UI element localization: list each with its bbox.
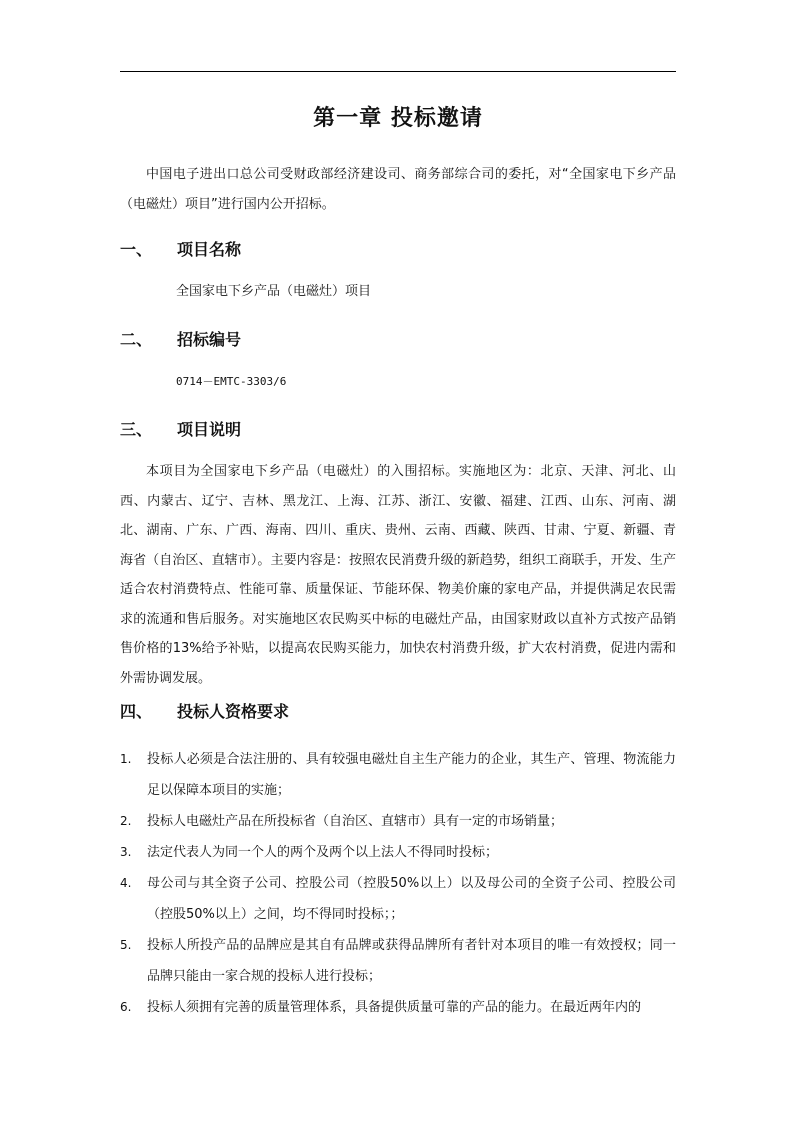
item-number: 1. bbox=[120, 752, 132, 766]
item-text: 母公司与其全资子公司、控股公司（控股50%以上）以及母公司的全资子公司、控股公司（控股50%以上）之间，均不得同时投标；； bbox=[147, 876, 676, 922]
requirements-list bbox=[120, 744, 676, 1023]
item-number: 5. bbox=[120, 938, 132, 952]
item-number: 4. bbox=[120, 876, 132, 890]
section-title: 招标编号 bbox=[177, 330, 242, 349]
section-4-heading bbox=[120, 700, 676, 724]
tender-number: 0714－EMTC-3303/6 bbox=[176, 375, 287, 388]
section-number: 二、 bbox=[120, 330, 153, 349]
item-text: 投标人所投产品的品牌应是其自有品牌或获得品牌所有者针对本项目的唯一有效授权；同一品牌只能由一家合规的投标人进行投标； bbox=[147, 938, 676, 984]
section-number: 四、 bbox=[120, 702, 153, 721]
section-3-heading bbox=[120, 418, 676, 442]
item-number: 3. bbox=[120, 845, 132, 859]
list-item bbox=[120, 992, 676, 1023]
project-description: 本项目为全国家电下乡产品（电磁灶）的入围招标。实施地区为：北京、天津、河北、山西、内蒙古、辽宁、吉林、黑龙江、上海、江苏、浙江、安徽、福建、江西、山东、河南、湖北、湖南、广东、广西、海南、四川、重庆、贵州、云南、西藏、陕西、甘肃、宁夏、新疆、青海省（自治区、直辖市）。主要内容是：按照农民消费升级的新趋势，组织工商联手，开发、生产适合农村消费特点、性能可靠、质量保证、节能环保、物美价廉的家电产品，并提供满足农民需求的流通和售后服务。对实施地区农民购买中标的电磁灶产品，由国家财政以直补方式按产品销售价格的13%给予补贴，以提高农民购买能力，加快农村消费升级，扩大农村消费，促进内需和外需协调发展。 bbox=[120, 464, 676, 686]
project-name: 全国家电下乡产品（电磁灶）项目 bbox=[176, 284, 372, 299]
section-number: 三、 bbox=[120, 420, 153, 439]
item-text: 投标人电磁灶产品在所投标省（自治区、直辖市）具有一定的市场销量； bbox=[147, 814, 564, 829]
item-number: 6. bbox=[120, 1000, 132, 1014]
section-title: 项目名称 bbox=[177, 240, 242, 259]
chapter-title: 第一章 投标邀请 bbox=[313, 106, 483, 131]
intro-paragraph: 中国电子进出口总公司受财政部经济建设司、商务部综合司的委托，对“全国家电下乡产品（电磁灶）项目”进行国内公开招标。 bbox=[120, 167, 676, 212]
item-number: 2. bbox=[120, 814, 132, 828]
list-item bbox=[120, 868, 676, 930]
list-item bbox=[120, 744, 676, 806]
list-item bbox=[120, 837, 676, 868]
header-rule bbox=[120, 71, 676, 72]
list-item bbox=[120, 930, 676, 992]
section-title: 项目说明 bbox=[177, 420, 242, 439]
section-title: 投标人资格要求 bbox=[177, 702, 290, 721]
section-1-heading bbox=[120, 238, 676, 262]
section-number: 一、 bbox=[120, 240, 153, 259]
list-item bbox=[120, 806, 676, 837]
section-2-heading bbox=[120, 328, 676, 352]
item-text: 投标人须拥有完善的质量管理体系，具备提供质量可靠的产品的能力。在最近两年内的 bbox=[147, 1000, 642, 1015]
item-text: 投标人必须是合法注册的、具有较强电磁灶自主生产能力的企业，其生产、管理、物流能力足以保障本项目的实施； bbox=[147, 752, 676, 798]
item-text: 法定代表人为同一个人的两个及两个以上法人不得同时投标； bbox=[147, 845, 499, 860]
